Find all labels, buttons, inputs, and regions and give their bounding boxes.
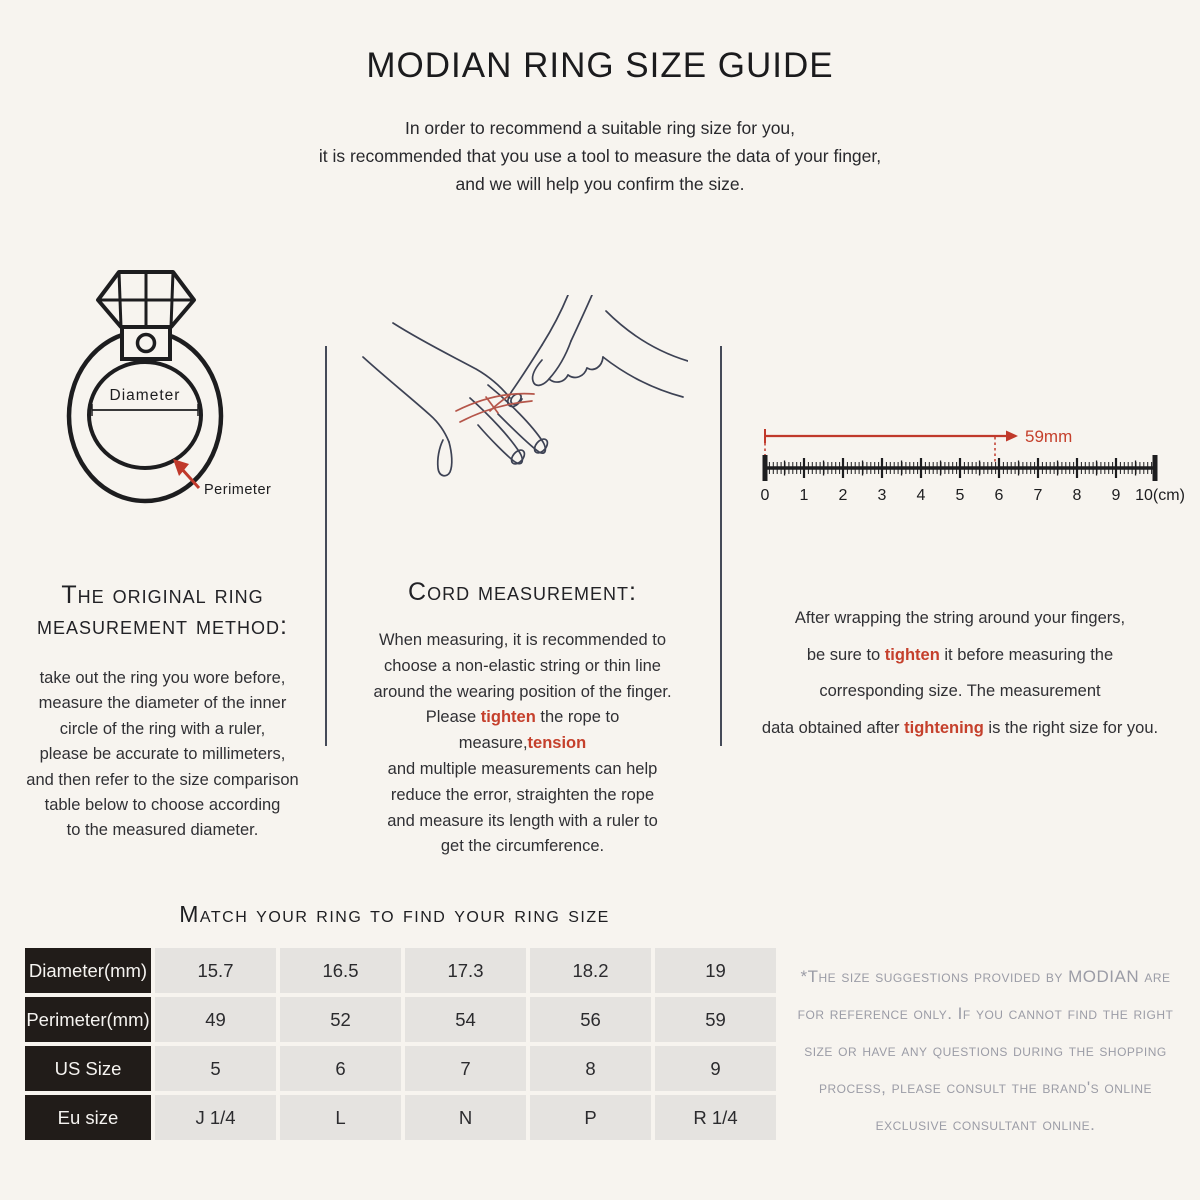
method-cord-body [365,628,680,860]
text-line: process, please consult the brand's online [818,1078,1153,1097]
ruler-illustration [748,416,1188,508]
svg-text:3: 3 [877,487,887,504]
method-original-ring-body [15,666,310,844]
svg-text:2: 2 [838,487,848,504]
text-line: *The size suggestions provided by MODIAN are [800,967,1171,986]
text-line: exclusive consultant online. [875,1115,1096,1134]
table-row [25,1095,776,1140]
highlight-tighten: tighten [884,645,940,664]
text-line: Please tighten the rope to measure,tension [425,708,620,753]
table-cell: L [280,1095,401,1140]
table-cell: 7 [405,1046,526,1091]
table-cell: R 1/4 [655,1095,776,1140]
text-line: get the circumference. [440,837,605,856]
method-cord-heading: Cord measurement: [408,578,637,606]
svg-text:0: 0 [760,487,770,504]
intro-paragraph [0,114,1200,198]
text-line: be sure to tighten it before measuring the [806,645,1114,664]
section-divider [720,346,722,746]
method-original-ring-heading: The original ring measurement method: [37,581,288,640]
table-cell: 6 [280,1046,401,1091]
method-original-ring-section [15,580,310,844]
text-line: please be accurate to millimeters, [39,745,286,764]
text-line: size or have any questions during the shopping [804,1041,1167,1060]
hands-measuring-illustration [338,295,688,530]
text-line: circle of the ring with a ruler, [59,719,266,738]
intro-line: it is recommended that you use a tool to measure the data of your finger, [318,146,882,166]
table-cell: 49 [155,997,276,1042]
text-line: to the measured diameter. [66,821,259,840]
table-cell: P [530,1095,651,1140]
table-cell: N [405,1095,526,1140]
table-row [25,948,776,993]
text-line: and measure its length with a ruler to [387,811,658,830]
text-line: around the wearing position of the finger. [373,682,672,701]
table-cell: 54 [405,997,526,1042]
intro-line: and we will help you confirm the size. [455,174,745,194]
measuring-string [456,394,534,422]
ring-diagram-illustration [48,250,278,508]
text-line: After wrapping the string around your fingers, [794,609,1126,627]
table-cell: 17.3 [405,948,526,993]
table-cell: 16.5 [280,948,401,993]
text-line: measure the diameter of the inner [38,694,287,713]
ruler-scale-labels [761,487,1185,504]
text-line: for reference only. If you cannot find the right [797,1004,1174,1023]
method-cord-section [365,577,680,860]
row-header-eu-size: Eu size [25,1095,151,1140]
method-wrap-section [742,600,1178,746]
text-line: data obtained after tightening is the right size for you. [761,718,1159,737]
table-row [25,1046,776,1091]
row-header-perimeter: Perimeter(mm) [25,997,151,1042]
svg-text:4: 4 [916,487,926,504]
measurement-arrow-icon [1006,431,1018,442]
text-line: reduce the error, straighten the rope [390,785,655,804]
table-cell: 5 [155,1046,276,1091]
table-cell: 59 [655,997,776,1042]
size-table-heading: Match your ring to find your ring size [179,901,610,927]
text-line: and then refer to the size comparison [26,770,299,789]
table-cell: 8 [530,1046,651,1091]
text-line: and multiple measurements can help [387,759,658,778]
table-cell: 9 [655,1046,776,1091]
svg-text:5: 5 [955,487,965,504]
svg-text:1: 1 [799,487,809,504]
svg-text:7: 7 [1033,487,1043,504]
text-line: corresponding size. The measurement [819,682,1101,701]
text-line: When measuring, it is recommended to [378,631,667,649]
perimeter-label: Perimeter [204,482,272,498]
measurement-value-label: 59mm [1025,427,1073,446]
row-header-diameter: Diameter(mm) [25,948,151,993]
text-line: choose a non-elastic string or thin line [384,656,661,675]
table-cell: J 1/4 [155,1095,276,1140]
table-cell: 15.7 [155,948,276,993]
highlight-tighten: tighten [480,708,536,727]
table-cell: 52 [280,997,401,1042]
ring-size-table [21,944,780,1144]
text-line: take out the ring you wore before, [39,669,286,687]
text-line: table below to choose according [44,796,281,815]
intro-line: In order to recommend a suitable ring size for you, [404,118,796,138]
svg-text:8: 8 [1072,487,1082,504]
row-header-us-size: US Size [25,1046,151,1091]
highlight-tension: tension [527,734,587,753]
svg-text:9: 9 [1111,487,1121,504]
diameter-label: Diameter [109,387,181,404]
svg-text:10(cm): 10(cm) [1135,487,1185,504]
section-divider [325,346,327,746]
table-cell: 18.2 [530,948,651,993]
table-row [25,997,776,1042]
table-cell: 19 [655,948,776,993]
disclaimer-note [778,958,1193,1143]
svg-text:6: 6 [994,487,1004,504]
highlight-tightening: tightening [904,718,984,737]
page-title: MODIAN RING SIZE GUIDE [366,46,834,85]
table-cell: 56 [530,997,651,1042]
